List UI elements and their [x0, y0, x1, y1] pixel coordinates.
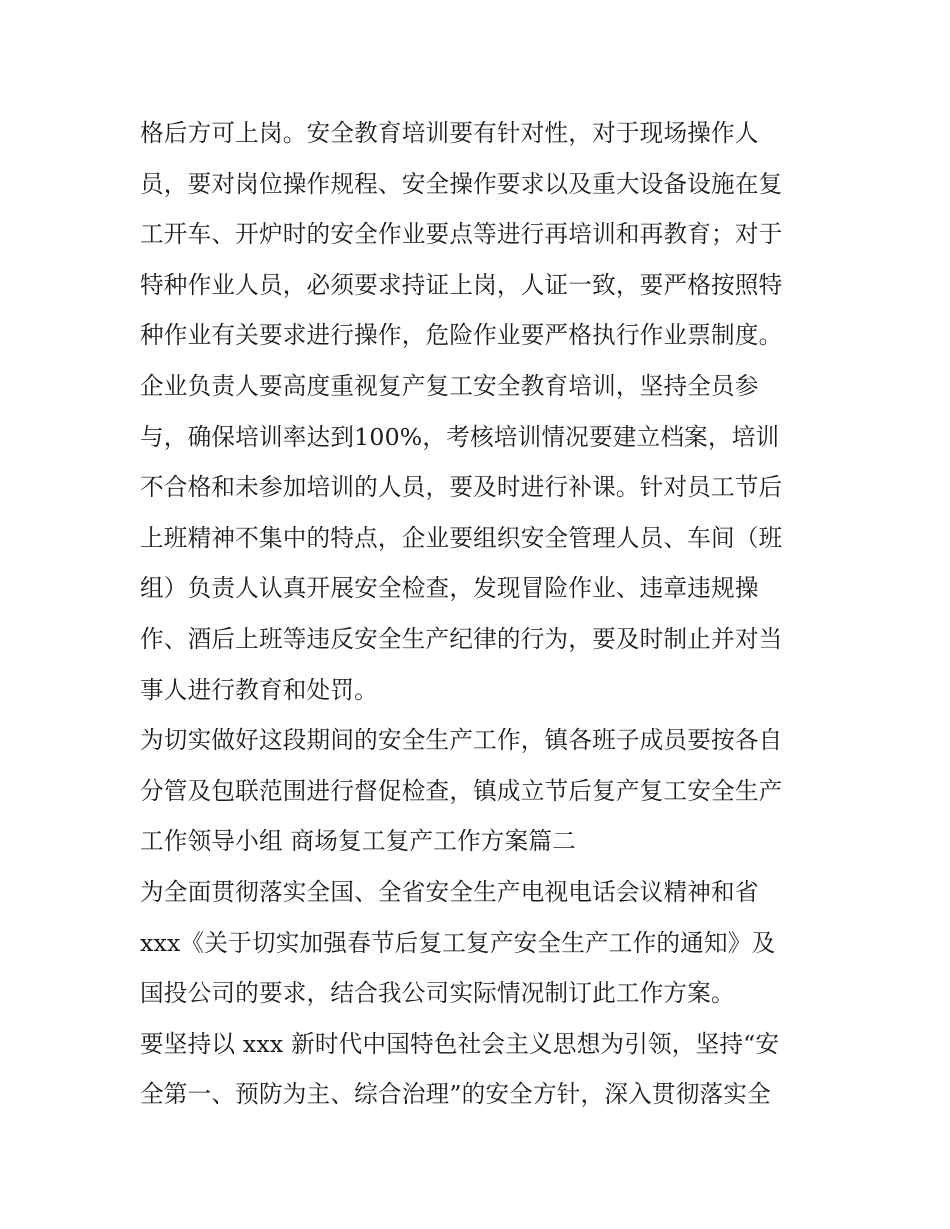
text-line-1: 格后方可上岗。安全教育培训要有针对性，对于现场操作人: [140, 119, 759, 147]
text-line-4: 特种作业人员，必须要求持证上岗，人证一致，要严格按照特: [140, 270, 783, 299]
text-line-20: 全第一、预防为主、综合治理”的安全方针，深入贯彻落实全: [140, 1080, 771, 1109]
text-line-18: 国投公司的要求，结合我公司实际情况制订此工作方案。: [140, 979, 735, 1008]
text-line-9: 上班精神不集中的特点，企业要组织安全管理人员、车间（班: [140, 523, 783, 552]
document-page: [140, 108, 820, 1120]
text-line-19: 要坚持以 xxx 新时代中国特色社会主义思想为引领，坚持“安: [140, 1029, 780, 1058]
text-line-6: 企业负责人要高度重视复产复工安全教育培训，坚持全员参: [140, 371, 759, 400]
text-line-15: 工作领导小组 商场复工复产工作方案篇二: [140, 827, 576, 856]
text-line-16: 为全面贯彻落实全国、全省安全生产电视电话会议精神和省: [140, 877, 759, 906]
text-line-10: 组）负责人认真开展安全检查，发现冒险作业、违章违规操: [140, 574, 759, 603]
text-line-13: 为切实做好这段期间的安全生产工作，镇各班子成员要按各自: [140, 726, 783, 755]
text-line-11: 作、酒后上班等违反安全生产纪律的行为，要及时制止并对当: [140, 624, 783, 653]
text-line-12: 事人进行教育和处罚。: [140, 675, 378, 704]
text-line-5: 种作业有关要求进行操作，危险作业要严格执行作业票制度。: [140, 321, 783, 350]
text-line-8: 不合格和未参加培训的人员，要及时进行补课。针对员工节后: [140, 473, 783, 502]
text-line-14: 分管及包联范围进行督促检查，镇成立节后复产复工安全生产: [140, 776, 783, 805]
text-line-2: 员，要对岗位操作规程、安全操作要求以及重大设备设施在复: [140, 169, 783, 198]
text-line-3: 工开车、开炉时的安全作业要点等进行再培训和再教育；对于: [140, 220, 783, 249]
text-line-17: xxx《关于切实加强春节后复工复产安全生产工作的通知》及: [140, 928, 776, 957]
text-line-7: 与，确保培训率达到100%，考核培训情况要建立档案，培训: [140, 422, 780, 451]
